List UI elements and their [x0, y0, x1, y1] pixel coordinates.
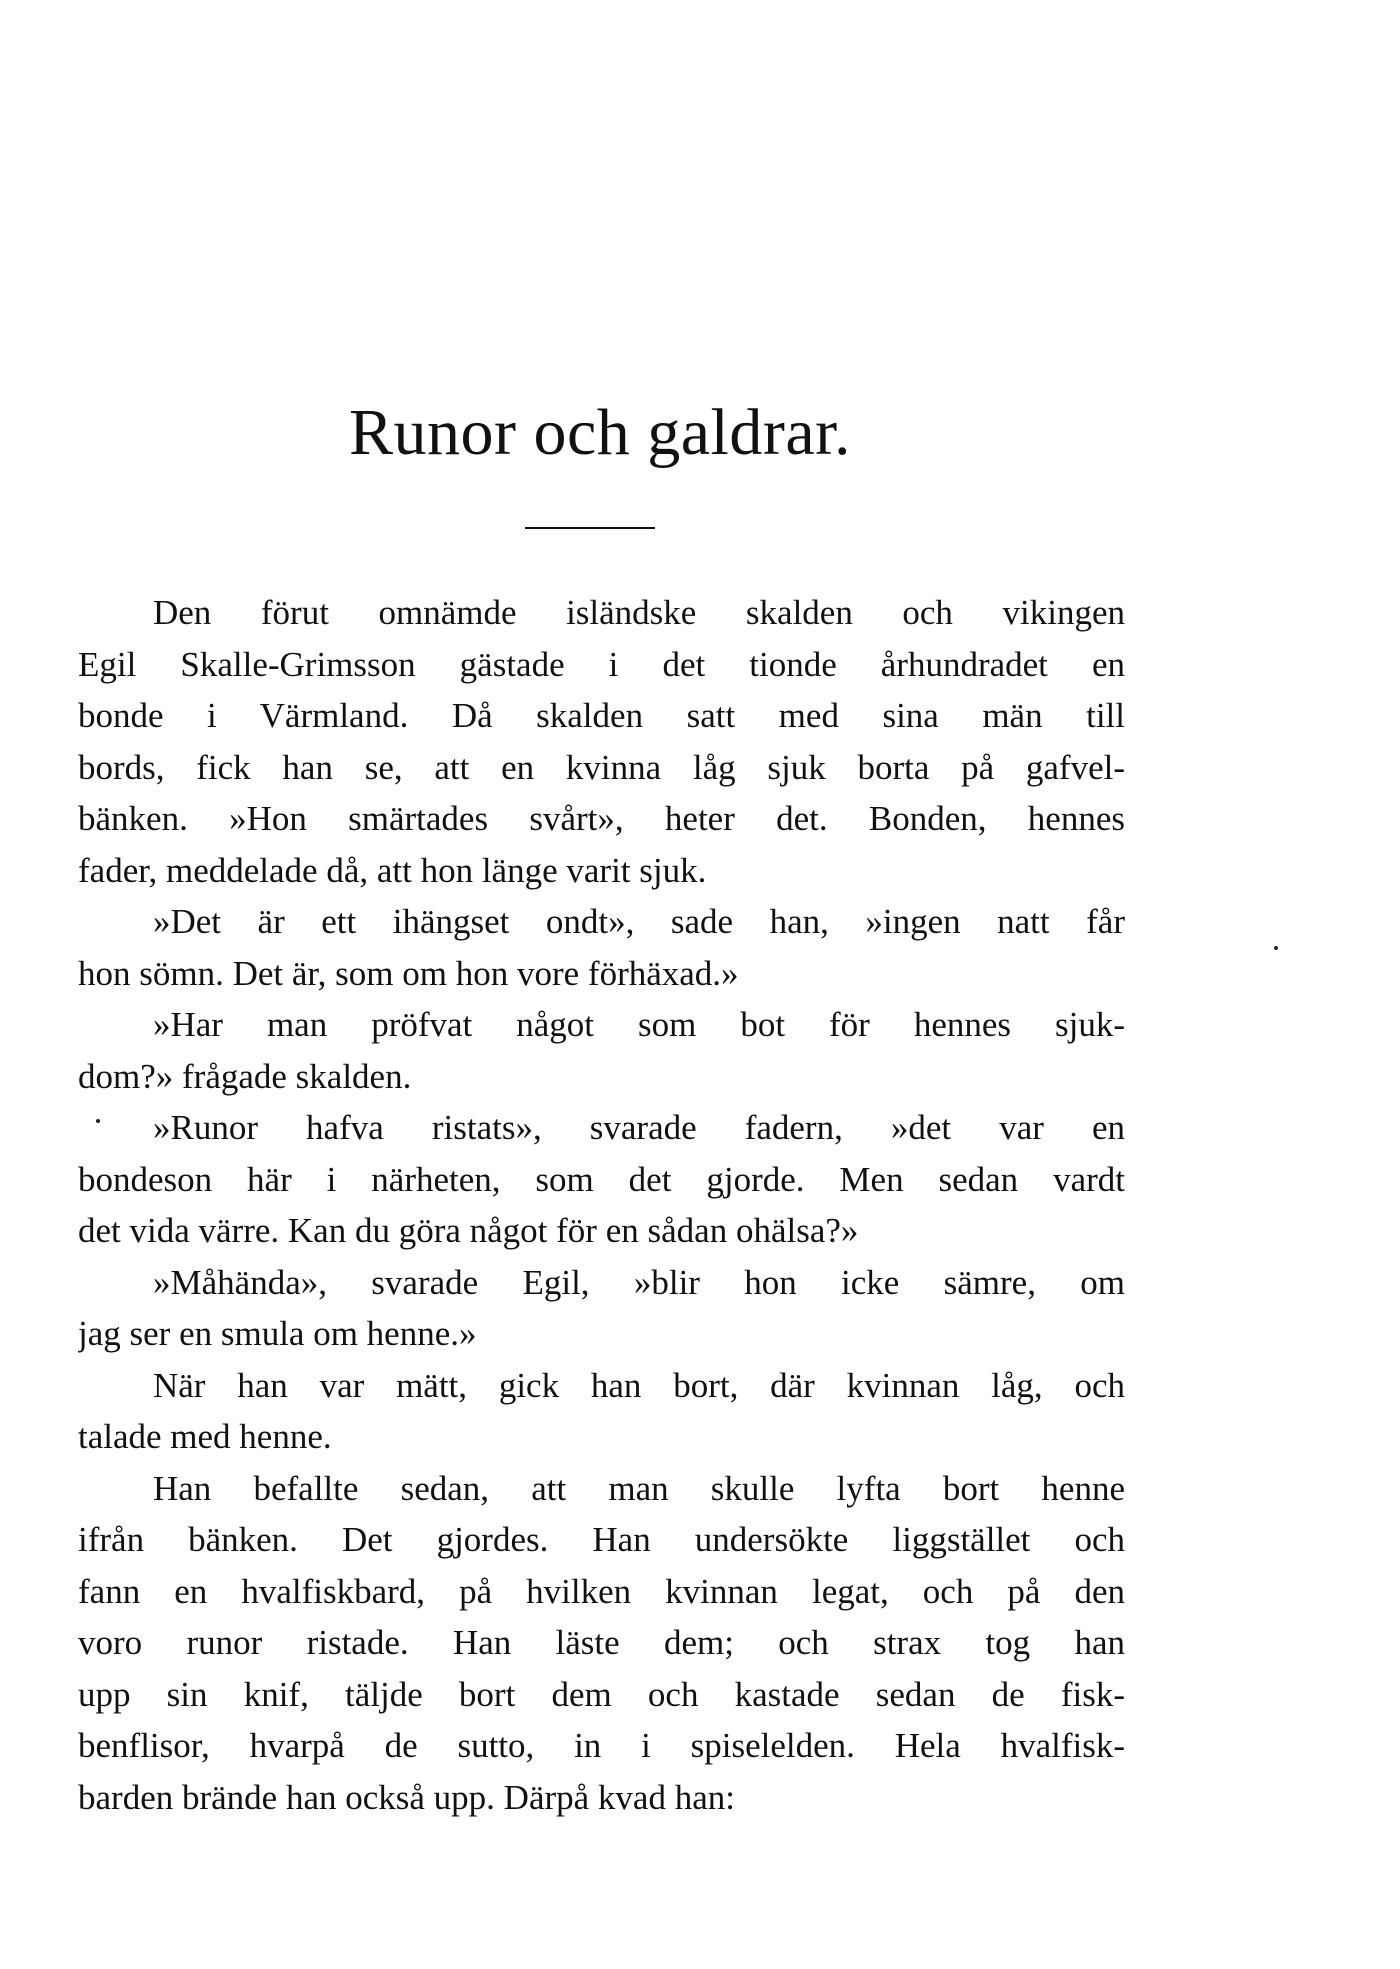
title-divider: [525, 527, 655, 529]
text-line: voro runor ristade. Han läste dem; och strax tog han: [78, 1623, 1125, 1662]
text-line: bänken. »Hon smärtades svårt», heter det. Bonden, hennes: [78, 799, 1125, 838]
text-line: bords, fick han se, att en kvinna låg sjuk borta på gafvel-: [78, 747, 1125, 787]
text-line: »Det är ett ihängset ondt», sade han, »ingen natt får: [153, 902, 1125, 941]
text-line: »Måhända», svarade Egil, »blir hon icke sämre, om: [153, 1262, 1125, 1302]
text-line: det vida värre. Kan du göra något för en sådan ohälsa?»: [78, 1211, 859, 1250]
text-line: benflisor, hvarpå de sutto, in i spiselelden. Hela hvalfisk-: [78, 1726, 1125, 1765]
print-speck: [1274, 946, 1278, 950]
text-line: fann en hvalfiskbard, på hvilken kvinnan legat, och på den: [78, 1571, 1125, 1611]
text-line: dom?» frågade skalden.: [78, 1056, 412, 1096]
print-speck: [96, 1119, 100, 1123]
text-line: Han befallte sedan, att man skulle lyfta bort henne: [153, 1468, 1125, 1508]
text-line: Den förut omnämde isländske skalden och vikingen: [153, 593, 1125, 632]
text-line: »Runor hafva ristats», svarade fadern, »det var en: [153, 1108, 1125, 1147]
text-line: När han var mätt, gick han bort, där kvinnan låg, och: [153, 1365, 1125, 1405]
text-line: bonde i Värmland. Då skalden satt med sina män till: [78, 696, 1125, 735]
body-text: [78, 587, 1125, 1823]
text-line: upp sin knif, täljde bort dem och kastade sedan de fisk-: [78, 1674, 1125, 1714]
text-line: Egil Skalle-Grimsson gästade i det tionde århundradet en: [78, 644, 1125, 684]
text-line: barden brände han också upp. Därpå kvad han:: [78, 1777, 735, 1817]
text-line: bondeson här i närheten, som det gjorde. Men sedan vardt: [78, 1159, 1125, 1199]
text-line: hon sömn. Det är, som om hon vore förhäxad.»: [78, 953, 739, 993]
text-line: talade med henne.: [78, 1417, 332, 1456]
text-line: ifrån bänken. Det gjordes. Han undersökte liggstället och: [78, 1520, 1125, 1559]
chapter-title: Runor och galdrar.: [348, 396, 852, 469]
text-line: jag ser en smula om henne.»: [78, 1314, 477, 1353]
text-line: »Har man pröfvat något som bot för hennes sjuk-: [153, 1005, 1125, 1044]
text-line: fader, meddelade då, att hon länge varit sjuk.: [78, 850, 707, 890]
